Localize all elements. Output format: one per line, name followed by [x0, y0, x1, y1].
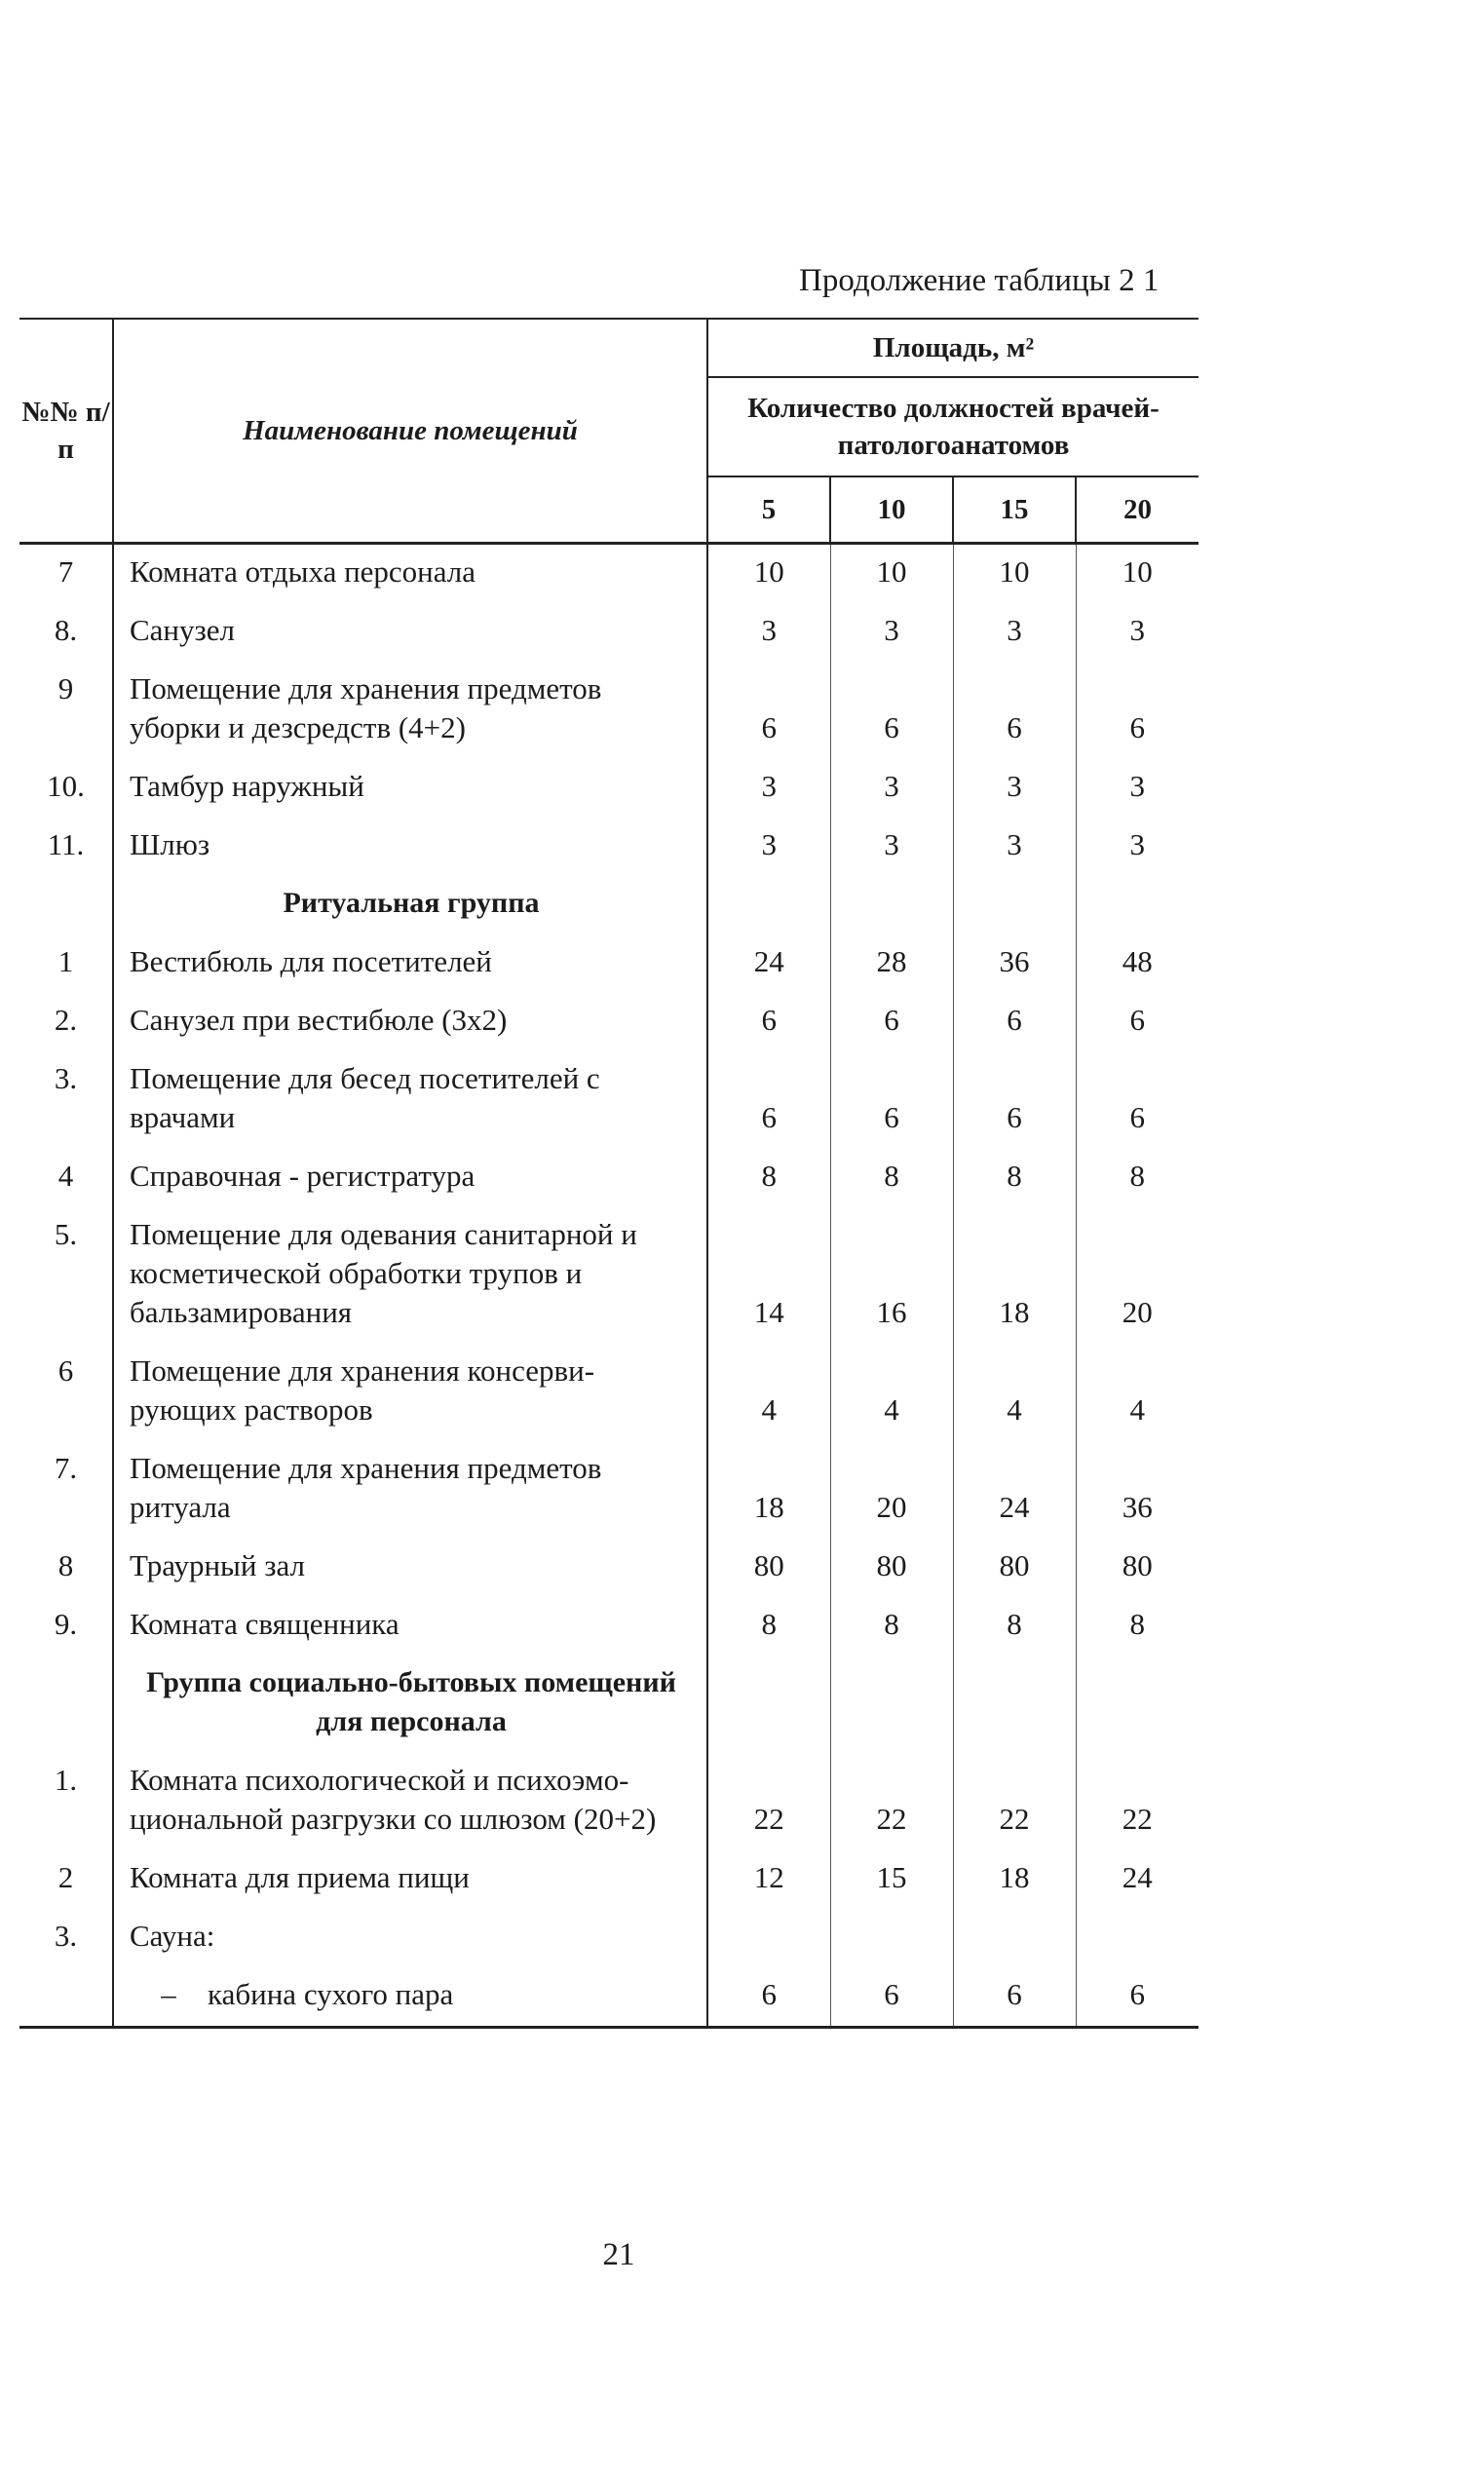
area-value: 36	[1076, 1441, 1199, 1539]
header-col-15: 15	[953, 476, 1076, 544]
row-number: 2.	[54, 1003, 78, 1037]
room-name: Тамбур наружный	[113, 759, 707, 818]
area-value: 4	[953, 1344, 1076, 1441]
area-value: 8	[1076, 1597, 1199, 1656]
area-value: 8	[953, 1597, 1076, 1656]
group-title: Группа социально-бытовых помещений для персонала	[113, 1656, 707, 1753]
area-value: 6	[953, 993, 1076, 1051]
area-value: 8	[830, 1597, 953, 1656]
area-value	[953, 1909, 1076, 1967]
area-value: 8	[830, 1149, 953, 1207]
room-name: Помещение для одевания санитарной и косметической обработки трупов и бальзамирования	[113, 1207, 707, 1344]
header-col-5: 5	[761, 494, 777, 525]
area-value: 6	[830, 993, 953, 1051]
area-value: 8	[761, 1607, 777, 1641]
room-name: Санузел при вестибюле (3х2)	[113, 993, 707, 1051]
area-value: 10	[830, 544, 953, 604]
area-value: 36	[953, 934, 1076, 993]
table-caption: Продолжение таблицы 2 1	[799, 263, 1160, 298]
area-value: 8	[761, 1159, 777, 1193]
area-value: 22	[753, 1802, 784, 1836]
room-name: Траурный зал	[113, 1539, 707, 1597]
room-name: Комната отдыха персонала	[113, 544, 707, 604]
area-value: 15	[830, 1850, 953, 1909]
room-name-text: кабина сухого пара	[208, 1977, 454, 2011]
row-number: 9.	[54, 1607, 78, 1641]
room-name: Шлюз	[113, 818, 707, 876]
area-value: 80	[1076, 1539, 1199, 1597]
area-value: 10	[753, 554, 784, 589]
area-value: 3	[830, 759, 953, 818]
header-col-10: 10	[830, 476, 953, 544]
area-value: 4	[830, 1344, 953, 1441]
table-body	[19, 544, 1199, 2028]
area-value: 6	[1076, 1967, 1199, 2028]
row-number: 6	[57, 1353, 74, 1388]
area-value: 3	[953, 603, 1076, 662]
area-value: 6	[830, 1967, 953, 2028]
area-value: 16	[830, 1207, 953, 1344]
area-value: 3	[1076, 603, 1199, 662]
area-value: 18	[953, 1207, 1076, 1344]
table-row	[19, 1539, 1199, 1597]
group-header-row	[19, 876, 1199, 934]
table-row	[19, 662, 1199, 759]
room-name: Комната священника	[113, 1597, 707, 1656]
table-row	[19, 934, 1199, 993]
area-value: 80	[953, 1539, 1076, 1597]
table-row	[19, 1441, 1199, 1539]
row-number: 7.	[54, 1451, 78, 1485]
table-row	[19, 1753, 1199, 1850]
area-value: 6	[830, 1051, 953, 1149]
room-name: Санузел	[113, 603, 707, 662]
table-row	[19, 1207, 1199, 1344]
row-number: 10.	[47, 769, 85, 803]
table-row	[19, 1850, 1199, 1909]
area-value: 6	[830, 662, 953, 759]
row-number: 7	[57, 554, 74, 589]
area-value: 24	[953, 1441, 1076, 1539]
area-value: 12	[753, 1860, 784, 1894]
area-value: 10	[1076, 544, 1199, 604]
row-number: 9	[57, 671, 74, 705]
area-value: 6	[761, 1003, 777, 1037]
room-name: Сауна:	[113, 1909, 707, 1967]
room-name: Помещение для хранения предметов ритуала	[113, 1441, 707, 1539]
area-value: 6	[761, 1977, 777, 2011]
room-name: Вестибюль для посетителей	[113, 934, 707, 993]
area-value: 18	[953, 1850, 1076, 1909]
area-value: 3	[953, 759, 1076, 818]
row-number: 5.	[54, 1217, 78, 1251]
area-value: 6	[1076, 662, 1199, 759]
header-number: №№ п/п	[19, 319, 113, 544]
area-value: 3	[1076, 818, 1199, 876]
header-area: Площадь, м²	[707, 319, 1199, 377]
table-row	[19, 544, 1199, 604]
table-row	[19, 1344, 1199, 1441]
area-value: 6	[953, 1967, 1076, 2028]
area-value: 22	[830, 1753, 953, 1850]
area-value: 4	[1076, 1344, 1199, 1441]
area-value: 3	[830, 818, 953, 876]
row-number: 11.	[47, 827, 85, 861]
area-value: 6	[761, 1100, 777, 1134]
area-value: 6	[1076, 993, 1199, 1051]
area-value: 3	[1076, 759, 1199, 818]
row-number: 3.	[54, 1061, 78, 1095]
area-value: 24	[753, 944, 784, 978]
row-number: 8.	[54, 613, 78, 647]
group-title: Ритуальная группа	[113, 876, 707, 934]
area-value: 24	[1076, 1850, 1199, 1909]
room-name	[113, 1967, 707, 2028]
area-value: 4	[761, 1392, 777, 1427]
area-value: 3	[761, 769, 777, 803]
area-value: 10	[953, 544, 1076, 604]
area-value: 6	[953, 1051, 1076, 1149]
area-value	[707, 1909, 830, 1967]
page-number: 21	[602, 2237, 635, 2272]
row-number	[19, 1967, 113, 2028]
area-value: 18	[753, 1490, 784, 1524]
table-row	[19, 1597, 1199, 1656]
area-value: 6	[761, 710, 777, 744]
area-value: 3	[761, 827, 777, 861]
table-row	[19, 993, 1199, 1051]
room-name: Помещение для бесед посетителей с врачами	[113, 1051, 707, 1149]
room-name: Помещение для хранения консерви-рующих растворов	[113, 1344, 707, 1441]
area-value: 6	[1076, 1051, 1199, 1149]
area-value	[1076, 1909, 1199, 1967]
area-value: 14	[753, 1295, 784, 1329]
room-name: Помещение для хранения предметов уборки и дезсредств (4+2)	[113, 662, 707, 759]
area-value: 80	[830, 1539, 953, 1597]
room-name: Комната для приема пищи	[113, 1850, 707, 1909]
table-row	[19, 1967, 1199, 2028]
list-dash: –	[161, 1977, 176, 2011]
area-value: 6	[953, 662, 1076, 759]
group-header-row	[19, 1656, 1199, 1753]
table-row	[19, 759, 1199, 818]
row-number: 3.	[54, 1919, 78, 1953]
area-value: 3	[830, 603, 953, 662]
area-value	[830, 1909, 953, 1967]
area-value: 22	[1076, 1753, 1199, 1850]
table-row	[19, 603, 1199, 662]
area-value: 3	[953, 818, 1076, 876]
row-number: 4	[57, 1159, 74, 1193]
header-col-20: 20	[1076, 476, 1199, 544]
row-number: 1.	[54, 1763, 78, 1797]
table-row	[19, 818, 1199, 876]
row-number: 2	[57, 1860, 74, 1894]
area-value: 20	[830, 1441, 953, 1539]
header-positions: Количество должностей врачей-патологоанатомов	[707, 377, 1199, 476]
table-row	[19, 1051, 1199, 1149]
area-value: 22	[953, 1753, 1076, 1850]
table-row	[19, 1909, 1199, 1967]
row-number: 1	[57, 944, 74, 978]
area-value: 48	[1076, 934, 1199, 993]
room-name: Комната психологической и психоэмо-циональной разгрузки со шлюзом (20+2)	[113, 1753, 707, 1850]
area-value: 3	[761, 613, 777, 647]
area-value: 20	[1076, 1207, 1199, 1344]
area-value: 8	[953, 1149, 1076, 1207]
room-name: Справочная - регистратура	[113, 1149, 707, 1207]
area-value: 28	[830, 934, 953, 993]
header-room-name: Наименование помещений	[113, 319, 707, 544]
area-value: 8	[1076, 1149, 1199, 1207]
table-row	[19, 1149, 1199, 1207]
area-value: 80	[753, 1548, 784, 1582]
area-table	[19, 318, 1199, 2029]
row-number: 8	[57, 1548, 74, 1582]
